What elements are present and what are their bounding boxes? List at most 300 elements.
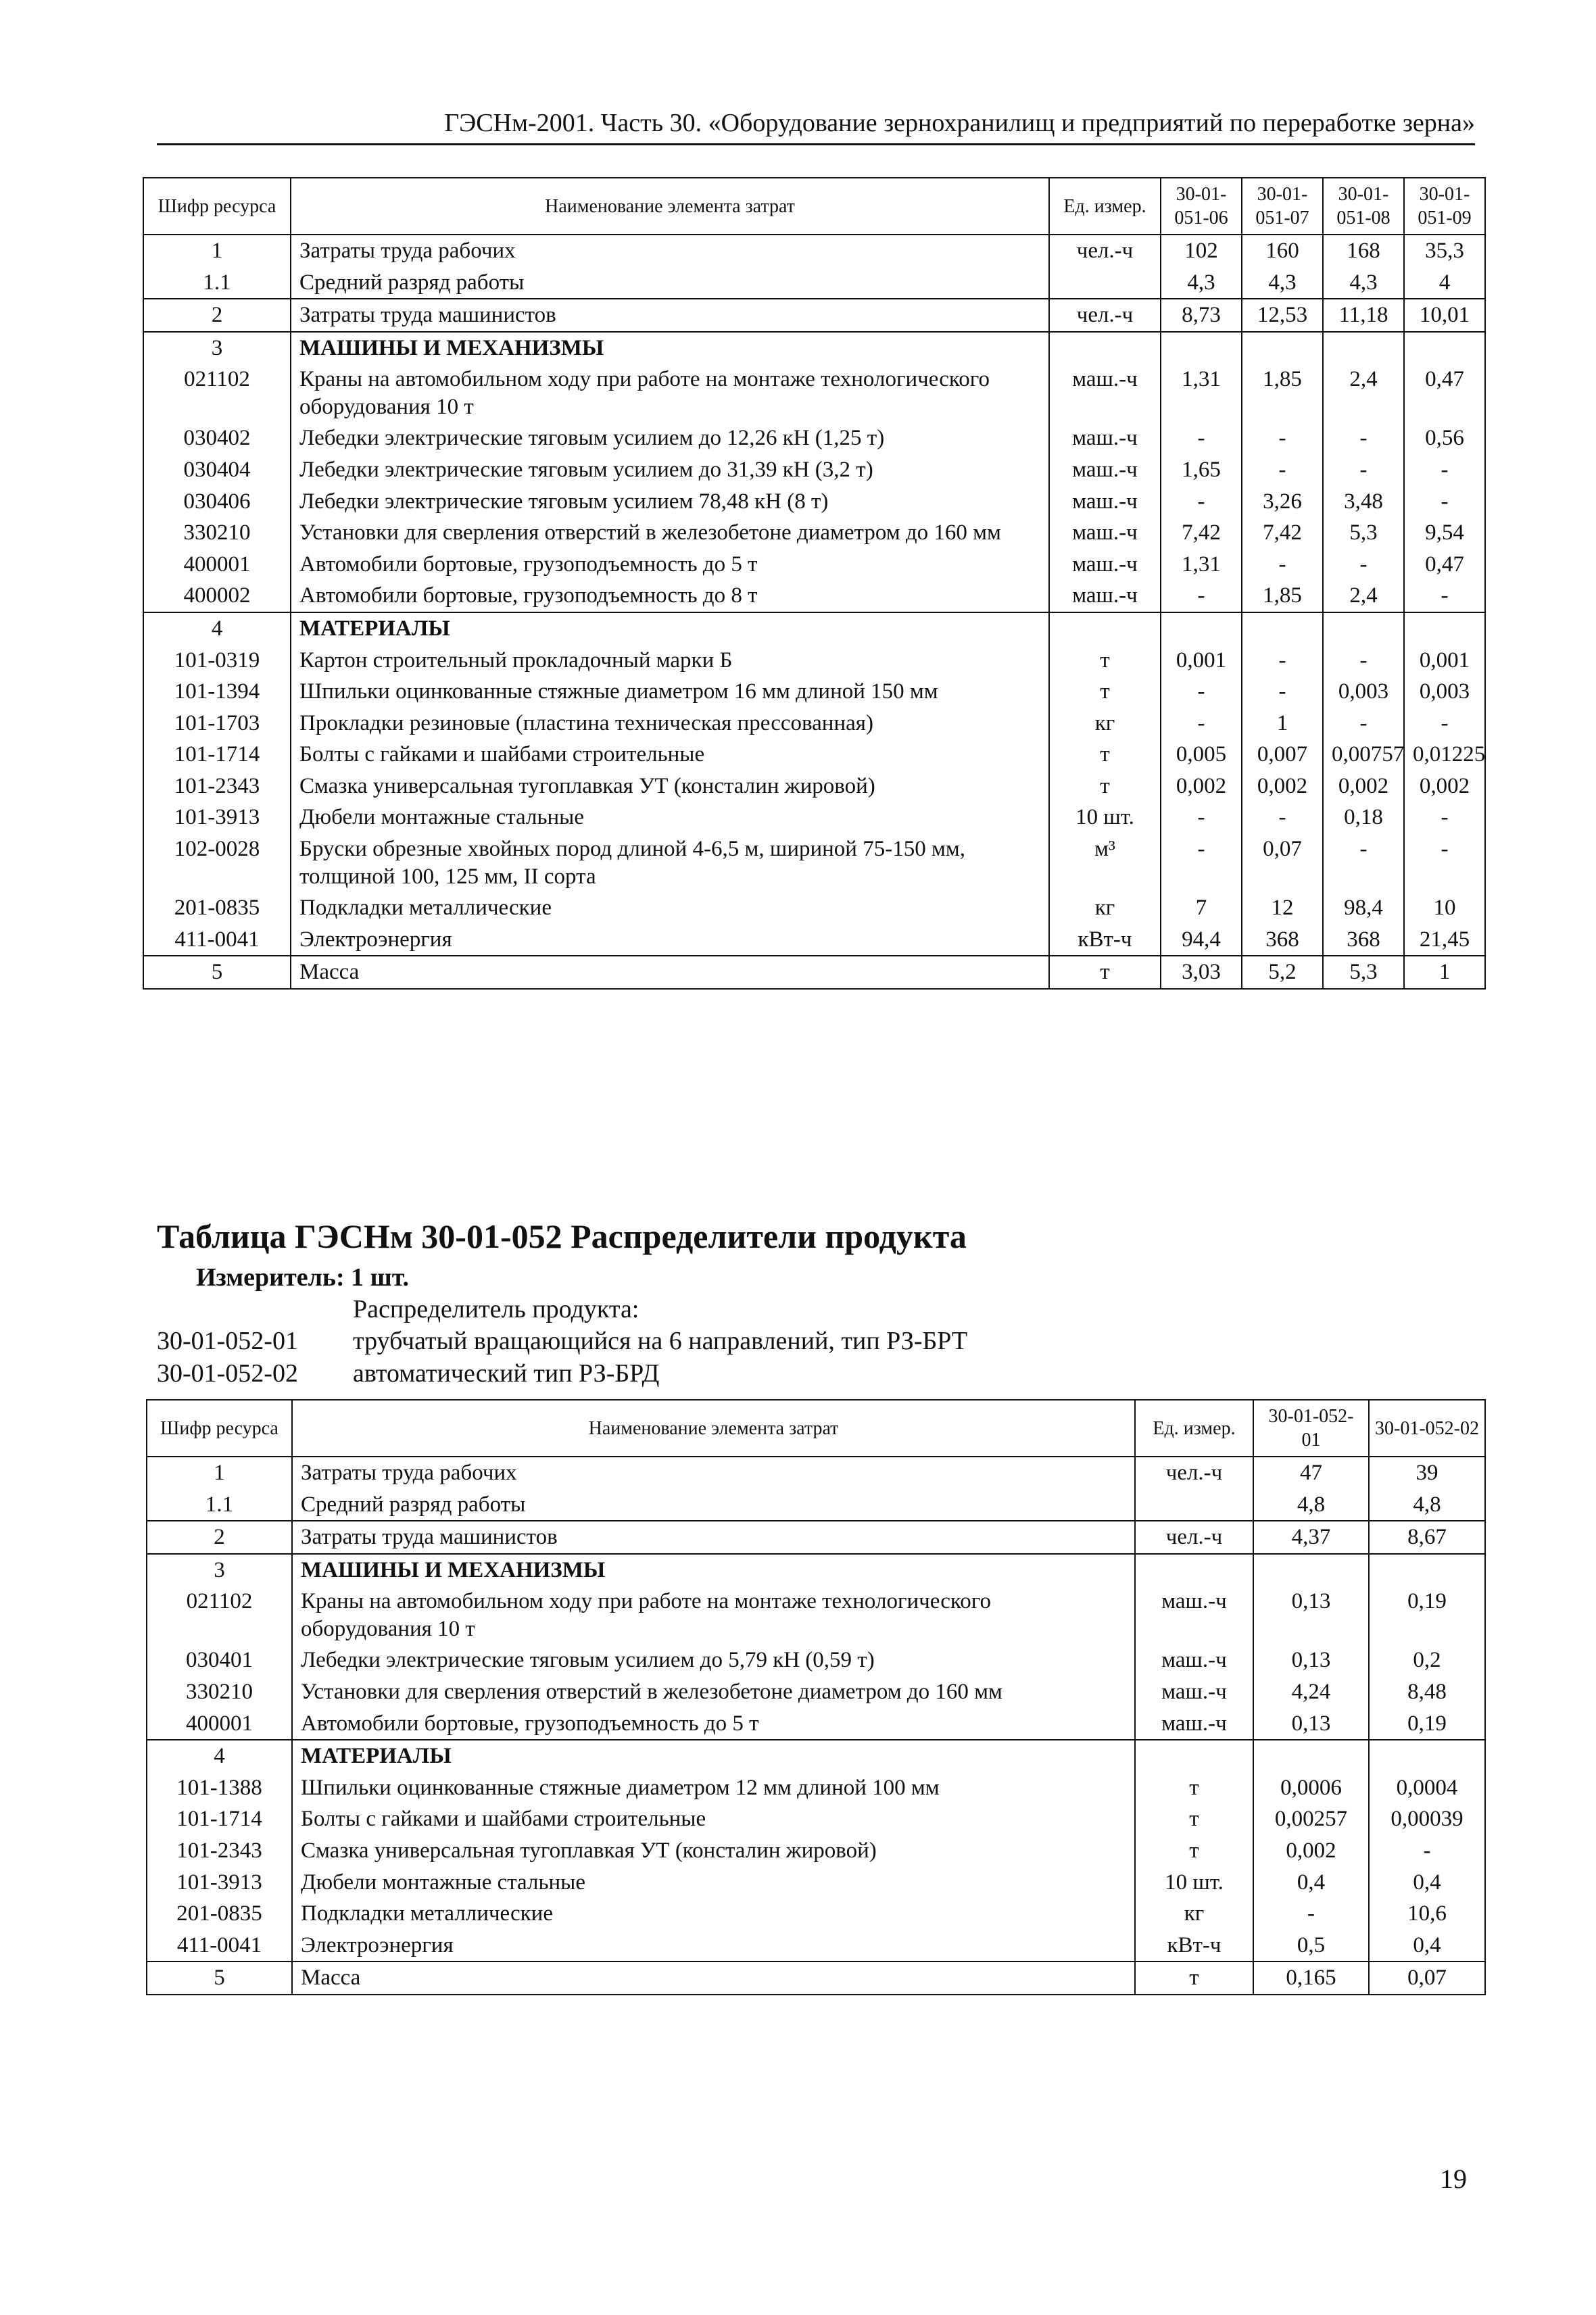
table-header-row bbox=[143, 178, 1485, 235]
norm-value: 5,3 bbox=[1323, 517, 1404, 549]
cost-element-name: Средний разряд работы bbox=[291, 267, 1049, 299]
resource-code: 330210 bbox=[147, 1676, 292, 1708]
norm-value: - bbox=[1242, 549, 1323, 581]
norm-value bbox=[1404, 332, 1485, 364]
norm-value: 160 bbox=[1242, 235, 1323, 267]
resource-code: 030406 bbox=[143, 486, 291, 518]
norm-value: 47 bbox=[1253, 1457, 1369, 1489]
resource-code: 021102 bbox=[143, 364, 291, 422]
col-header-c2: 30-01-052-02 bbox=[1369, 1400, 1485, 1457]
cost-element-name: Автомобили бортовые, грузоподъемность до 5 т bbox=[292, 1708, 1135, 1740]
norm-value: 94,4 bbox=[1161, 924, 1242, 956]
norm-value: - bbox=[1161, 833, 1242, 892]
norm-value: - bbox=[1404, 580, 1485, 612]
unit-of-measure: 10 шт. bbox=[1049, 802, 1161, 833]
cost-element-name: Подкладки металлические bbox=[292, 1898, 1135, 1930]
table-row bbox=[143, 235, 1485, 267]
norm-value: 4,8 bbox=[1369, 1489, 1485, 1521]
unit-of-measure bbox=[1135, 1554, 1253, 1586]
norm-value: - bbox=[1161, 708, 1242, 739]
cost-element-name: Автомобили бортовые, грузоподъемность до 5 т bbox=[291, 549, 1049, 581]
unit-of-measure: кг bbox=[1135, 1898, 1253, 1930]
norm-value: 4,8 bbox=[1253, 1489, 1369, 1521]
norm-value: 3,03 bbox=[1161, 956, 1242, 989]
norm-value: 0,13 bbox=[1253, 1708, 1369, 1740]
norm-value: 0,2 bbox=[1369, 1644, 1485, 1676]
resource-code: 101-3913 bbox=[143, 802, 291, 833]
norm-value: 102 bbox=[1161, 235, 1242, 267]
resource-code: 101-1714 bbox=[147, 1803, 292, 1835]
norm-value bbox=[1253, 1554, 1369, 1586]
cost-element-name: Затраты труда машинистов bbox=[291, 299, 1049, 332]
resource-code: 101-2343 bbox=[147, 1835, 292, 1867]
variant-code: 30-01-052-01 bbox=[157, 1327, 298, 1355]
norm-value: 11,18 bbox=[1323, 299, 1404, 332]
norm-value: 9,54 bbox=[1404, 517, 1485, 549]
table-row bbox=[147, 1772, 1485, 1804]
norm-value: 2,4 bbox=[1323, 364, 1404, 422]
cost-element-name: Подкладки металлические bbox=[291, 892, 1049, 924]
col-header-code: Шифр ресурса bbox=[147, 1400, 292, 1457]
cost-element-name: Краны на автомобильном ходу при работе на монтаже технологического оборудования 10 т bbox=[292, 1586, 1135, 1644]
norm-value: 98,4 bbox=[1323, 892, 1404, 924]
norm-value: 0,0006 bbox=[1253, 1772, 1369, 1804]
measure-unit: Измеритель: 1 шт. bbox=[196, 1263, 410, 1292]
norm-value: 8,67 bbox=[1369, 1521, 1485, 1554]
norm-value: 12,53 bbox=[1242, 299, 1323, 332]
cost-element-name: Прокладки резиновые (пластина техническая прессованная) bbox=[291, 708, 1049, 739]
unit-of-measure: т bbox=[1135, 1835, 1253, 1867]
unit-of-measure: т bbox=[1049, 645, 1161, 677]
unit-of-measure: маш.-ч bbox=[1135, 1586, 1253, 1644]
norm-value bbox=[1242, 612, 1323, 645]
cost-element-name: Масса bbox=[292, 1961, 1135, 1995]
resource-code: 1.1 bbox=[147, 1489, 292, 1521]
norm-value: - bbox=[1323, 454, 1404, 486]
norm-value: 1,85 bbox=[1242, 364, 1323, 422]
norm-value: 5,2 bbox=[1242, 956, 1323, 989]
table-row bbox=[143, 645, 1485, 677]
norm-value: 0,07 bbox=[1242, 833, 1323, 892]
unit-of-measure: маш.-ч bbox=[1049, 364, 1161, 422]
norm-value: 0,4 bbox=[1369, 1930, 1485, 1962]
norm-value: - bbox=[1161, 802, 1242, 833]
norm-value: 1 bbox=[1242, 708, 1323, 739]
unit-of-measure: маш.-ч bbox=[1135, 1644, 1253, 1676]
cost-element-name: Электроэнергия bbox=[292, 1930, 1135, 1962]
resource-code: 101-0319 bbox=[143, 645, 291, 677]
cost-element-name: Лебедки электрические тяговым усилием до 5,79 кН (0,59 т) bbox=[292, 1644, 1135, 1676]
norm-value: 0,5 bbox=[1253, 1930, 1369, 1962]
variant-line bbox=[157, 1326, 967, 1356]
norm-value: 35,3 bbox=[1404, 235, 1485, 267]
unit-of-measure bbox=[1049, 612, 1161, 645]
norm-value: 4,3 bbox=[1323, 267, 1404, 299]
table-body bbox=[143, 235, 1485, 989]
norm-value: - bbox=[1323, 708, 1404, 739]
table-row bbox=[143, 892, 1485, 924]
cost-element-name: Лебедки электрические тяговым усилием до 31,39 кН (3,2 т) bbox=[291, 454, 1049, 486]
unit-of-measure: маш.-ч bbox=[1049, 580, 1161, 612]
unit-of-measure: маш.-ч bbox=[1049, 486, 1161, 518]
norm-value: 1,31 bbox=[1161, 549, 1242, 581]
resource-code: 1.1 bbox=[143, 267, 291, 299]
norm-value: 0,13 bbox=[1253, 1644, 1369, 1676]
cost-element-name: Смазка универсальная тугоплавкая УТ (консталин жировой) bbox=[291, 771, 1049, 802]
norm-value: - bbox=[1242, 645, 1323, 677]
norm-value: - bbox=[1161, 422, 1242, 454]
resource-code: 102-0028 bbox=[143, 833, 291, 892]
resource-code: 101-1394 bbox=[143, 676, 291, 708]
norm-value: 0,002 bbox=[1242, 771, 1323, 802]
cost-element-name: Затраты труда машинистов bbox=[292, 1521, 1135, 1554]
norm-value: 7,42 bbox=[1242, 517, 1323, 549]
cost-element-name: Установки для сверления отверстий в железобетоне диаметром до 160 мм bbox=[292, 1676, 1135, 1708]
resource-code: 201-0835 bbox=[143, 892, 291, 924]
unit-of-measure: маш.-ч bbox=[1135, 1708, 1253, 1740]
table-row bbox=[147, 1521, 1485, 1554]
norm-value: 0,4 bbox=[1253, 1867, 1369, 1899]
resource-code: 1 bbox=[143, 235, 291, 267]
cost-element-name: МАТЕРИАЛЫ bbox=[291, 612, 1049, 645]
table-header-row bbox=[147, 1400, 1485, 1457]
col-header-c2: 30-01-051-07 bbox=[1242, 178, 1323, 235]
unit-of-measure: кВт-ч bbox=[1049, 924, 1161, 956]
norm-value: - bbox=[1161, 676, 1242, 708]
norm-value: 4 bbox=[1404, 267, 1485, 299]
resource-code: 2 bbox=[143, 299, 291, 332]
norm-value: 0,003 bbox=[1323, 676, 1404, 708]
unit-of-measure bbox=[1135, 1489, 1253, 1521]
table-row bbox=[147, 1644, 1485, 1676]
norm-value: 0,18 bbox=[1323, 802, 1404, 833]
norm-value: 5,3 bbox=[1323, 956, 1404, 989]
unit-of-measure: м³ bbox=[1049, 833, 1161, 892]
norm-value: 1 bbox=[1404, 956, 1485, 989]
norm-value: 0,56 bbox=[1404, 422, 1485, 454]
unit-of-measure: маш.-ч bbox=[1049, 454, 1161, 486]
resource-code: 030402 bbox=[143, 422, 291, 454]
table-row bbox=[147, 1708, 1485, 1740]
resource-code: 201-0835 bbox=[147, 1898, 292, 1930]
resource-code: 101-2343 bbox=[143, 771, 291, 802]
norm-value: 0,005 bbox=[1161, 739, 1242, 771]
table-row bbox=[143, 833, 1485, 892]
unit-of-measure: маш.-ч bbox=[1049, 549, 1161, 581]
norm-value: 0,4 bbox=[1369, 1867, 1485, 1899]
norm-value: 0,002 bbox=[1253, 1835, 1369, 1867]
norm-value: - bbox=[1323, 833, 1404, 892]
norm-value: 0,002 bbox=[1161, 771, 1242, 802]
norm-value: 8,73 bbox=[1161, 299, 1242, 332]
table-row bbox=[147, 1961, 1485, 1995]
col-header-c3: 30-01-051-08 bbox=[1323, 178, 1404, 235]
resource-code: 030404 bbox=[143, 454, 291, 486]
norm-value bbox=[1253, 1740, 1369, 1772]
norm-value: - bbox=[1242, 802, 1323, 833]
col-header-unit: Ед. измер. bbox=[1049, 178, 1161, 235]
norm-value: 168 bbox=[1323, 235, 1404, 267]
cost-element-name: МАШИНЫ И МЕХАНИЗМЫ bbox=[292, 1554, 1135, 1586]
section-row bbox=[147, 1740, 1485, 1772]
unit-of-measure bbox=[1049, 267, 1161, 299]
table-row bbox=[147, 1457, 1485, 1489]
norm-value: 0,19 bbox=[1369, 1708, 1485, 1740]
norm-value: 0,001 bbox=[1161, 645, 1242, 677]
resource-code: 3 bbox=[147, 1554, 292, 1586]
table-row bbox=[143, 267, 1485, 299]
unit-of-measure: т bbox=[1135, 1961, 1253, 1995]
norm-value: 0,13 bbox=[1253, 1586, 1369, 1644]
norm-value: 10 bbox=[1404, 892, 1485, 924]
norm-value: - bbox=[1242, 422, 1323, 454]
variant-code: 30-01-052-02 bbox=[157, 1359, 298, 1388]
norm-value: 0,002 bbox=[1323, 771, 1404, 802]
table-row bbox=[143, 486, 1485, 518]
unit-of-measure: маш.-ч bbox=[1049, 422, 1161, 454]
table-row bbox=[147, 1930, 1485, 1962]
resource-code: 400001 bbox=[147, 1708, 292, 1740]
norm-value: 2,4 bbox=[1323, 580, 1404, 612]
cost-element-name: Автомобили бортовые, грузоподъемность до 8 т bbox=[291, 580, 1049, 612]
resource-code: 101-3913 bbox=[147, 1867, 292, 1899]
norm-value: 12 bbox=[1242, 892, 1323, 924]
norm-value: 1,85 bbox=[1242, 580, 1323, 612]
norm-value: - bbox=[1242, 676, 1323, 708]
norm-value: - bbox=[1404, 708, 1485, 739]
section-row bbox=[143, 612, 1485, 645]
unit-of-measure: т bbox=[1049, 676, 1161, 708]
norm-value: 7,42 bbox=[1161, 517, 1242, 549]
resource-code: 411-0041 bbox=[147, 1930, 292, 1962]
norm-value: 1,65 bbox=[1161, 454, 1242, 486]
table-row bbox=[147, 1867, 1485, 1899]
table-row bbox=[147, 1803, 1485, 1835]
table-row bbox=[143, 517, 1485, 549]
running-header: ГЭСНм-2001. Часть 30. «Оборудование зернохранилищ и предприятий по переработке зерна» bbox=[157, 108, 1475, 145]
cost-element-name: Затраты труда рабочих bbox=[292, 1457, 1135, 1489]
table-row bbox=[147, 1898, 1485, 1930]
table-row bbox=[143, 924, 1485, 956]
cost-element-name: Дюбели монтажные стальные bbox=[292, 1867, 1135, 1899]
table-body bbox=[147, 1457, 1485, 1995]
table-row bbox=[143, 802, 1485, 833]
table-row bbox=[143, 739, 1485, 771]
section-row bbox=[147, 1554, 1485, 1586]
table-row bbox=[147, 1835, 1485, 1867]
norm-value bbox=[1323, 612, 1404, 645]
cost-element-name: Болты с гайками и шайбами строительные bbox=[291, 739, 1049, 771]
section-row bbox=[143, 332, 1485, 364]
norm-value: 0,07 bbox=[1369, 1961, 1485, 1995]
resource-code: 4 bbox=[143, 612, 291, 645]
resource-code: 4 bbox=[147, 1740, 292, 1772]
unit-of-measure: т bbox=[1049, 739, 1161, 771]
table-row bbox=[143, 956, 1485, 989]
col-header-name: Наименование элемента затрат bbox=[291, 178, 1049, 235]
resource-code: 5 bbox=[143, 956, 291, 989]
col-header-c1: 30-01-052-01 bbox=[1253, 1400, 1369, 1457]
unit-of-measure: маш.-ч bbox=[1049, 517, 1161, 549]
norm-value: 0,01225 bbox=[1404, 739, 1485, 771]
norm-value: 4,3 bbox=[1161, 267, 1242, 299]
cost-element-name: МАТЕРИАЛЫ bbox=[292, 1740, 1135, 1772]
norm-value: 4,24 bbox=[1253, 1676, 1369, 1708]
cost-element-name: Лебедки электрические тяговым усилием 78,48 кН (8 т) bbox=[291, 486, 1049, 518]
resource-code: 021102 bbox=[147, 1586, 292, 1644]
norm-value: - bbox=[1404, 833, 1485, 892]
unit-of-measure: маш.-ч bbox=[1135, 1676, 1253, 1708]
resource-code: 1 bbox=[147, 1457, 292, 1489]
norm-value: 7 bbox=[1161, 892, 1242, 924]
unit-of-measure: т bbox=[1049, 771, 1161, 802]
norm-value: - bbox=[1161, 486, 1242, 518]
unit-of-measure: т bbox=[1135, 1803, 1253, 1835]
norm-value: 368 bbox=[1323, 924, 1404, 956]
unit-of-measure: чел.-ч bbox=[1135, 1521, 1253, 1554]
col-header-code: Шифр ресурса bbox=[143, 178, 291, 235]
norm-value: 10,6 bbox=[1369, 1898, 1485, 1930]
unit-of-measure: чел.-ч bbox=[1135, 1457, 1253, 1489]
cost-element-name: Затраты труда рабочих bbox=[291, 235, 1049, 267]
variant-text: трубчатый вращающийся на 6 направлений, тип РЗ-БРТ bbox=[353, 1327, 968, 1355]
norm-value: - bbox=[1404, 454, 1485, 486]
norm-value: 8,48 bbox=[1369, 1676, 1485, 1708]
unit-of-measure: кг bbox=[1049, 892, 1161, 924]
resource-code: 400002 bbox=[143, 580, 291, 612]
norm-value: 4,3 bbox=[1242, 267, 1323, 299]
table-row bbox=[147, 1586, 1485, 1644]
cost-element-name: Шпильки оцинкованные стяжные диаметром 12 мм длиной 100 мм bbox=[292, 1772, 1135, 1804]
norm-value: 21,45 bbox=[1404, 924, 1485, 956]
cost-element-name: Средний разряд работы bbox=[292, 1489, 1135, 1521]
table-row bbox=[143, 549, 1485, 581]
norm-value: 1,31 bbox=[1161, 364, 1242, 422]
col-header-name: Наименование элемента затрат bbox=[292, 1400, 1135, 1457]
cost-element-name: Дюбели монтажные стальные bbox=[291, 802, 1049, 833]
cost-element-name: Масса bbox=[291, 956, 1049, 989]
norm-value: 3,26 bbox=[1242, 486, 1323, 518]
cost-element-name: Бруски обрезные хвойных пород длиной 4-6,5 м, шириной 75-150 мм, толщиной 100, 125 мм, II сорта bbox=[291, 833, 1049, 892]
subtitle: Распределитель продукта: bbox=[353, 1295, 639, 1323]
norm-value: 0,007 bbox=[1242, 739, 1323, 771]
norm-value: - bbox=[1323, 549, 1404, 581]
resource-table-30-01-052 bbox=[146, 1399, 1486, 1995]
cost-element-name: Смазка универсальная тугоплавкая УТ (консталин жировой) bbox=[292, 1835, 1135, 1867]
norm-value: - bbox=[1161, 580, 1242, 612]
resource-code: 3 bbox=[143, 332, 291, 364]
table-row bbox=[143, 580, 1485, 612]
norm-value: 0,00039 bbox=[1369, 1803, 1485, 1835]
norm-value bbox=[1161, 332, 1242, 364]
unit-of-measure: 10 шт. bbox=[1135, 1867, 1253, 1899]
norm-value: - bbox=[1369, 1835, 1485, 1867]
unit-of-measure: кВт-ч bbox=[1135, 1930, 1253, 1962]
norm-value: - bbox=[1404, 802, 1485, 833]
table-row bbox=[147, 1489, 1485, 1521]
resource-code: 400001 bbox=[143, 549, 291, 581]
resource-code: 5 bbox=[147, 1961, 292, 1995]
col-header-unit: Ед. измер. bbox=[1135, 1400, 1253, 1457]
norm-value: - bbox=[1323, 645, 1404, 677]
table-row bbox=[143, 454, 1485, 486]
resource-code: 030401 bbox=[147, 1644, 292, 1676]
norm-value: 0,001 bbox=[1404, 645, 1485, 677]
norm-value: - bbox=[1253, 1898, 1369, 1930]
norm-value bbox=[1242, 332, 1323, 364]
norm-value: - bbox=[1242, 454, 1323, 486]
table-row bbox=[143, 422, 1485, 454]
table-row bbox=[147, 1676, 1485, 1708]
resource-code: 101-1388 bbox=[147, 1772, 292, 1804]
norm-value: 10,01 bbox=[1404, 299, 1485, 332]
cost-element-name: Лебедки электрические тяговым усилием до 12,26 кН (1,25 т) bbox=[291, 422, 1049, 454]
table-row bbox=[143, 676, 1485, 708]
table-row bbox=[143, 771, 1485, 802]
unit-of-measure bbox=[1049, 332, 1161, 364]
resource-code: 411-0041 bbox=[143, 924, 291, 956]
unit-of-measure: т bbox=[1135, 1772, 1253, 1804]
norm-value bbox=[1369, 1740, 1485, 1772]
cost-element-name: Электроэнергия bbox=[291, 924, 1049, 956]
variant-text: автоматический тип РЗ-БРД bbox=[353, 1359, 660, 1388]
norm-value: 39 bbox=[1369, 1457, 1485, 1489]
table-title: Таблица ГЭСНм 30-01-052 Распределители продукта bbox=[157, 1217, 967, 1255]
table-row bbox=[143, 299, 1485, 332]
norm-value: 368 bbox=[1242, 924, 1323, 956]
norm-value: 4,37 bbox=[1253, 1521, 1369, 1554]
norm-value: 0,19 bbox=[1369, 1586, 1485, 1644]
norm-value: 0,165 bbox=[1253, 1961, 1369, 1995]
resource-code: 101-1703 bbox=[143, 708, 291, 739]
norm-value: 0,47 bbox=[1404, 549, 1485, 581]
norm-value bbox=[1404, 612, 1485, 645]
page-number: 19 bbox=[1440, 2164, 1467, 2194]
table-row bbox=[143, 364, 1485, 422]
cost-element-name: Шпильки оцинкованные стяжные диаметром 16 мм длиной 150 мм bbox=[291, 676, 1049, 708]
unit-of-measure: чел.-ч bbox=[1049, 299, 1161, 332]
unit-of-measure: чел.-ч bbox=[1049, 235, 1161, 267]
norm-value: - bbox=[1404, 486, 1485, 518]
norm-value bbox=[1323, 332, 1404, 364]
norm-value: - bbox=[1323, 422, 1404, 454]
cost-element-name: Болты с гайками и шайбами строительные bbox=[292, 1803, 1135, 1835]
cost-element-name: Краны на автомобильном ходу при работе на монтаже технологического оборудования 10 т bbox=[291, 364, 1049, 422]
col-header-c4: 30-01-051-09 bbox=[1404, 178, 1485, 235]
resource-code: 330210 bbox=[143, 517, 291, 549]
unit-of-measure: т bbox=[1049, 956, 1161, 989]
resource-code: 101-1714 bbox=[143, 739, 291, 771]
cost-element-name: Картон строительный прокладочный марки Б bbox=[291, 645, 1049, 677]
norm-value bbox=[1161, 612, 1242, 645]
table-row bbox=[143, 708, 1485, 739]
col-header-c1: 30-01-051-06 bbox=[1161, 178, 1242, 235]
norm-value bbox=[1369, 1554, 1485, 1586]
unit-of-measure bbox=[1135, 1740, 1253, 1772]
variant-line bbox=[157, 1359, 659, 1388]
unit-of-measure: кг bbox=[1049, 708, 1161, 739]
cost-element-name: Установки для сверления отверстий в железобетоне диаметром до 160 мм bbox=[291, 517, 1049, 549]
norm-value: 0,003 bbox=[1404, 676, 1485, 708]
norm-value: 0,47 bbox=[1404, 364, 1485, 422]
norm-value: 0,00757 bbox=[1323, 739, 1404, 771]
norm-value: 0,0004 bbox=[1369, 1772, 1485, 1804]
resource-code: 2 bbox=[147, 1521, 292, 1554]
norm-value: 3,48 bbox=[1323, 486, 1404, 518]
norm-value: 0,002 bbox=[1404, 771, 1485, 802]
cost-element-name: МАШИНЫ И МЕХАНИЗМЫ bbox=[291, 332, 1049, 364]
norm-value: 0,00257 bbox=[1253, 1803, 1369, 1835]
